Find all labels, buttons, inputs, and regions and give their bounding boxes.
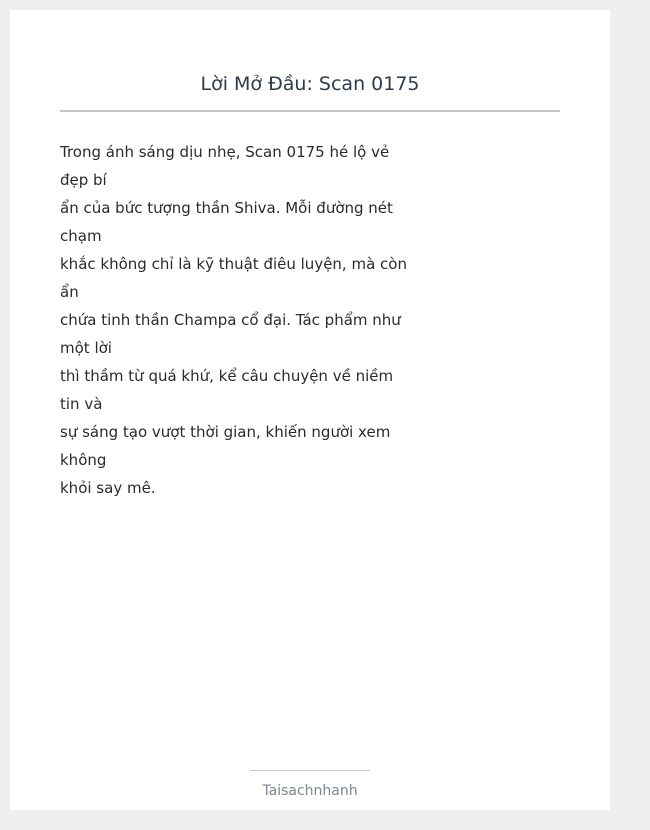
footer-publisher: Taisachnhanh	[262, 783, 358, 799]
body-paragraph	[60, 138, 407, 502]
document-page	[10, 10, 610, 810]
body-line: khỏi say mê.	[60, 479, 156, 497]
body-line: không	[60, 451, 107, 469]
body-line: Trong ánh sáng dịu nhẹ, Scan 0175 hé lộ vẻ	[60, 143, 390, 161]
body-line: ẩn của bức tượng thần Shiva. Mỗi đường nét	[60, 199, 393, 217]
body-line: tin và	[60, 395, 103, 413]
body-line: đẹp bí	[60, 171, 107, 189]
body-line: chạm	[60, 227, 102, 245]
title-divider	[60, 110, 560, 112]
body-line: sự sáng tạo vượt thời gian, khiến người xem	[60, 423, 391, 441]
footer-divider	[250, 770, 370, 771]
page-title: Lời Mở Đầu: Scan 0175	[200, 73, 420, 95]
body-line: thì thầm từ quá khứ, kể câu chuyện về niềm	[60, 367, 394, 385]
body-line: khắc không chỉ là kỹ thuật điêu luyện, mà còn	[60, 255, 407, 273]
body-line: một lời	[60, 339, 112, 357]
body-line: chứa tinh thần Champa cổ đại. Tác phẩm như	[60, 311, 401, 329]
body-line: ẩn	[60, 283, 79, 301]
